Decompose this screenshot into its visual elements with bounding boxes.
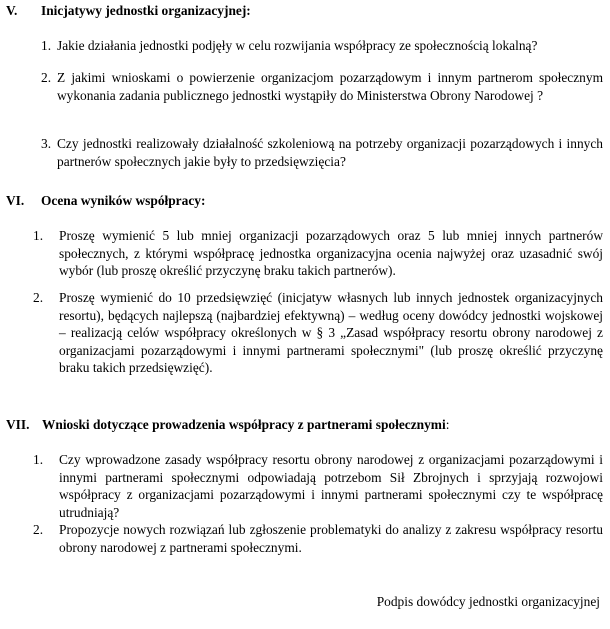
item-text: Czy wprowadzone zasady współpracy resortu obrony narodowej z organizacjami pozarządowymi i innymi partnerami społecznymi odpowiadają potrzebom Sił Zbrojnych i sprzyjają rozwojowi współpracy z organizacjami pozarządowymi i innymi partnerami społecznymi czy te współpracę utrudniają? — [59, 452, 603, 520]
item-number: 2. — [33, 290, 44, 305]
section-v-item-1 — [41, 37, 603, 55]
item-number: 2. — [41, 70, 52, 85]
section-vii-item-2 — [33, 521, 603, 556]
section-title: Inicjatywy jednostki organizacyjnej: — [41, 3, 251, 18]
section-v-item-2 — [41, 69, 603, 104]
section-title: Wnioski dotyczące prowadzenia współpracy z partnerami społecznymi — [42, 417, 446, 432]
section-title: Ocena wyników współpracy: — [41, 193, 206, 208]
signature-label: Podpis dowódcy jednostki organizacyjnej — [376, 594, 600, 609]
section-number: VII. — [6, 417, 30, 432]
section-title-colon: : — [445, 417, 450, 432]
section-heading-vii — [6, 416, 449, 434]
item-text: Jakie działania jednostki podjęły w celu rozwijania współpracy ze społecznością lokalną? — [57, 38, 538, 53]
item-text: Proszę wymienić 5 lub mniej organizacji pozarządowych oraz 5 lub mniej innych partnerów społecznych, z którymi współpracę jednostka organizacyjna ocenia najwyżej oraz uzasadnić swój wybór (lub proszę określić przyczynę braku takich partnerów). — [59, 228, 603, 278]
item-number: 1. — [41, 38, 52, 53]
item-text: Z jakimi wnioskami o powierzenie organizacjom pozarządowym i innym partnerom społecznym wykonania zadania publicznego jednostki wystąpiły do Ministerstwa Obrony Narodowej ? — [57, 70, 603, 103]
item-text: Propozycje nowych rozwiązań lub zgłoszenie problematyki do analizy z zakresu współpracy resortu obrony narodowej z partnerami społecznymi. — [59, 522, 603, 555]
section-vii-item-1 — [33, 451, 603, 521]
section-heading-vi — [6, 192, 205, 210]
section-v-item-3 — [41, 135, 603, 170]
section-number: VI. — [6, 193, 25, 208]
section-heading-v — [6, 2, 251, 20]
item-text: Proszę wymienić do 10 przedsięwzięć (inicjatyw własnych lub innych jednostek organizacyjnych resortu), będących najlepszą (najbardziej efektywną) – według oceny dowódcy jednostki wojskowej – realizacją celów współpracy określonych w § 3 „Zasad współpracy resortu obrony narodowej z organizacjami pozarządowymi i innymi partnerami społecznymi" (lub proszę określić przyczynę braku takich przedsięwzięć). — [59, 290, 603, 375]
item-number: 1. — [33, 228, 44, 243]
item-number: 1. — [33, 452, 44, 467]
section-vi-item-2 — [33, 289, 603, 377]
item-number: 2. — [33, 522, 44, 537]
item-number: 3. — [41, 136, 52, 151]
section-vi-item-1 — [33, 227, 603, 280]
item-text: Czy jednostki realizowały działalność szkoleniową na potrzeby organizacji pozarządowych i innych partnerów społecznych jakie były to przedsięwzięcia? — [57, 136, 603, 169]
section-number: V. — [6, 3, 18, 18]
